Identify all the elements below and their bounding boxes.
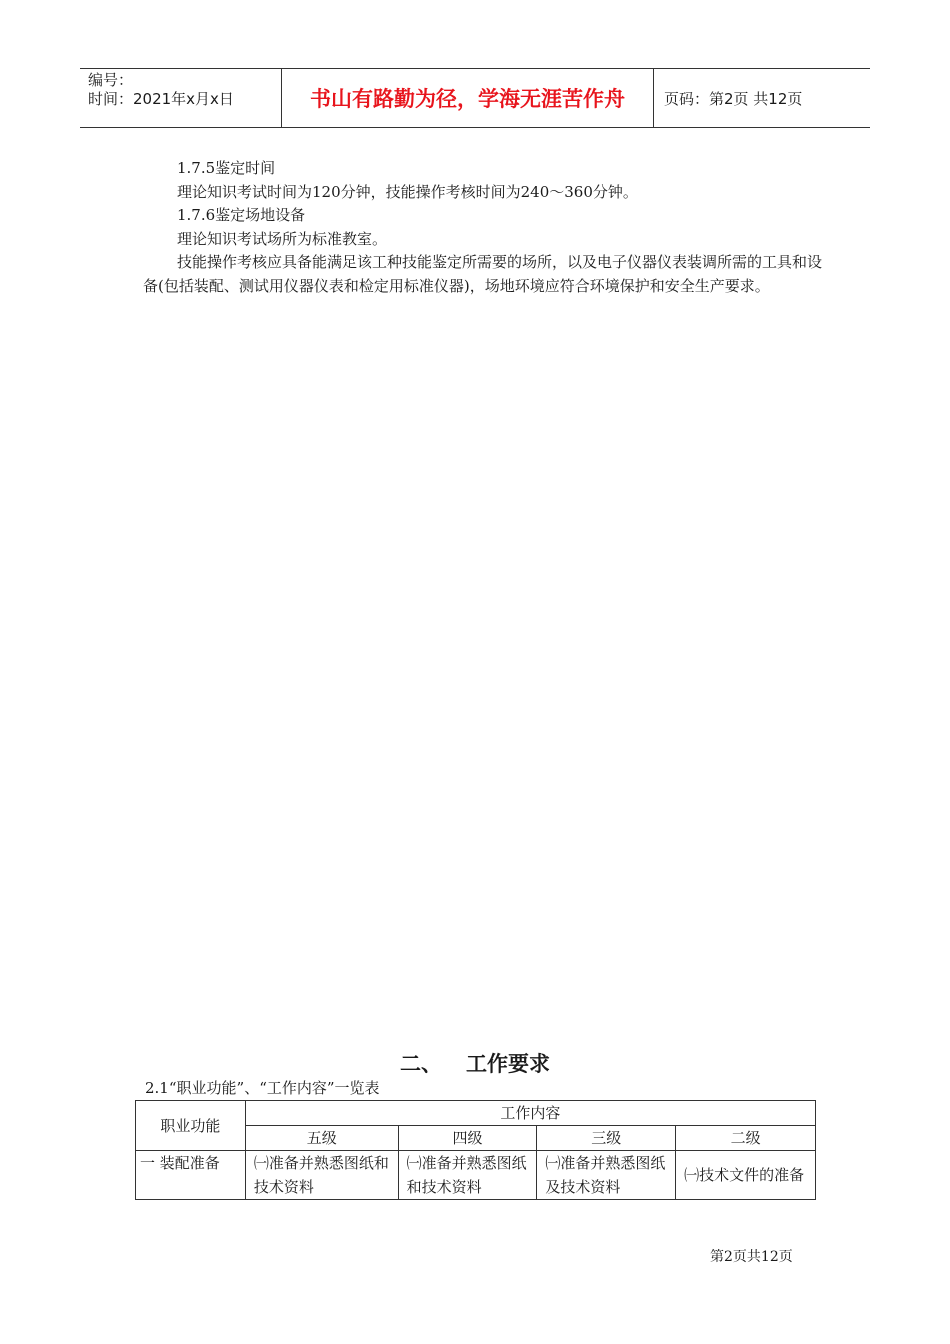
work-requirements-table: [135, 1100, 816, 1200]
section-heading: 工作要求: [466, 1052, 550, 1076]
header-motto: 书山有路勤为径，学海无涯苦作舟: [282, 69, 654, 127]
table-header-row: [136, 1101, 816, 1126]
row-function: 一 装配准备: [136, 1151, 246, 1200]
level-2: 二级: [676, 1126, 816, 1151]
row-cell-level-5: ㈠准备并熟悉图纸和技术资料: [245, 1151, 398, 1200]
document-date: 时间：2021年x月x日: [88, 90, 234, 108]
paragraph-skill-site: 技能操作考核应具备能满足该工种技能鉴定所需要的场所，以及电子仪器仪表装调所需的工具和设备(包括装配、测试用仪器仪表和检定用标准仪器)，场地环境应符合环境保护和安全生产要求。: [143, 253, 823, 295]
header-page-number: 页码：第2页 共12页: [664, 89, 803, 108]
header-meta: [80, 69, 282, 127]
body-text: [143, 157, 823, 299]
document-number-label: 编号：: [88, 71, 134, 89]
row-cell-level-2: ㈠技术文件的准备: [676, 1151, 816, 1200]
paragraph-exam-location: 理论知识考试场所为标准教室。: [177, 229, 388, 248]
page-footer: 第2页共12页: [710, 1249, 793, 1265]
row-cell-level-4: ㈠准备并熟悉图纸和技术资料: [398, 1151, 537, 1200]
subheading-1-7-6: 1.7.6鉴定场地设备: [177, 206, 306, 225]
section-number: 二、: [400, 1052, 442, 1076]
level-4: 四级: [398, 1126, 537, 1151]
section-title: [0, 1048, 950, 1078]
level-3: 三级: [537, 1126, 676, 1151]
header-function: 职业功能: [136, 1101, 246, 1151]
table-row: [136, 1151, 816, 1200]
row-cell-level-3: ㈠准备并熟悉图纸及技术资料: [537, 1151, 676, 1200]
header-content: 工作内容: [245, 1101, 815, 1126]
paragraph-exam-time: 理论知识考试时间为120分钟，技能操作考核时间为240～360分钟。: [177, 182, 638, 201]
level-5: 五级: [245, 1126, 398, 1151]
table-caption: 2.1“职业功能”、“工作内容”一览表: [145, 1079, 380, 1097]
subheading-1-7-5: 1.7.5鉴定时间: [177, 159, 276, 177]
page-header: [80, 68, 870, 128]
